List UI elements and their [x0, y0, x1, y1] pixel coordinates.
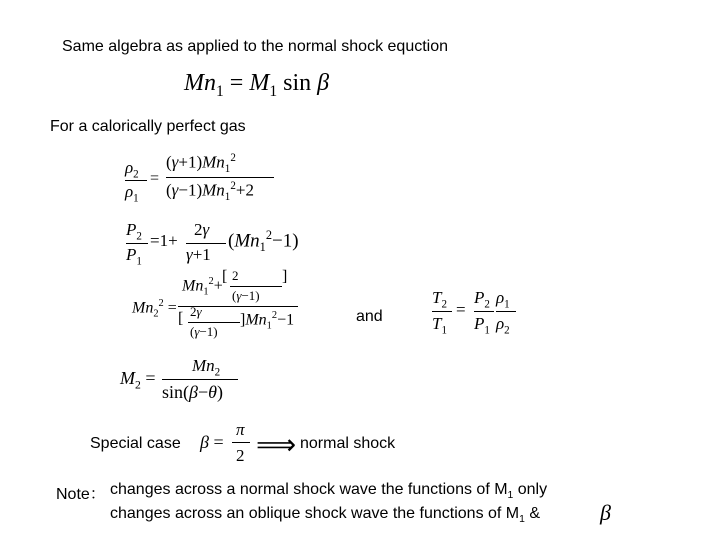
- note-line-2: [110, 505, 540, 525]
- note-line-1-text: changes across a normal shock wave the functions of M: [110, 481, 508, 498]
- note-prefix: Note：: [56, 486, 106, 503]
- note-line-1-end: only: [513, 481, 548, 498]
- implies-arrow-icon: ⟹: [256, 430, 297, 461]
- note-line-1: [110, 481, 547, 501]
- beta-symbol: β: [600, 500, 611, 525]
- note-line-2-subscript: 1: [519, 514, 525, 526]
- note-line-2-text: changes across an oblique shock wave the functions of M: [110, 505, 520, 522]
- calorically-perfect-text: For a calorically perfect gas: [50, 118, 246, 135]
- normal-shock-label: normal shock: [300, 435, 396, 452]
- note-line-1-subscript: 1: [507, 490, 514, 502]
- special-case-label: Special case: [90, 435, 181, 452]
- intro-text: Same algebra as applied to the normal shock equction: [62, 38, 449, 55]
- and-label: and: [356, 308, 383, 325]
- normal-mach-equation: $Mn_1 = M_1$ sin β: [184, 70, 330, 100]
- note-line-2-end: &: [524, 505, 541, 522]
